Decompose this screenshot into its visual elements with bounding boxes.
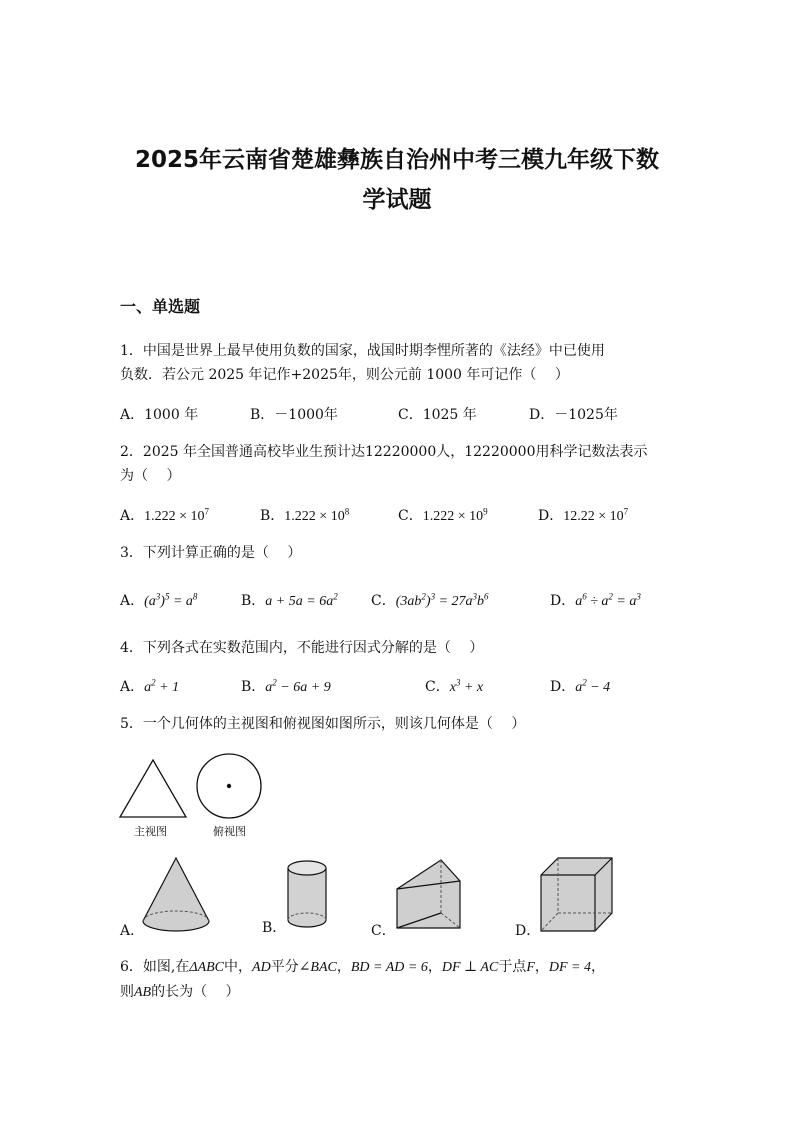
q4-option-d[interactable]: D．$a^2 - 4$ <box>550 677 611 695</box>
question-6 <box>120 955 690 1005</box>
question-1 <box>120 339 680 387</box>
q5-option-a-label[interactable]: A． <box>120 923 145 939</box>
q5-option-d-label[interactable]: D． <box>515 923 541 939</box>
q2-option-a[interactable]: A．$1.222 \times 10^7$ <box>120 506 210 524</box>
q4-option-c[interactable]: C．$x^3 + x$ <box>425 677 484 695</box>
question-1-line-2: 负数．若公元 2025 年记作+2025年，则公元前 1000 年可记作（ ） <box>120 367 569 383</box>
q5-option-c-label[interactable]: C． <box>371 923 396 939</box>
front-view-caption: 主视图 <box>134 825 167 838</box>
question-2 <box>120 440 680 488</box>
q1-option-a[interactable]: A．1000 年 <box>120 407 199 423</box>
question-2-line-2: 为（ ） <box>120 468 181 484</box>
cube-shape[interactable] <box>538 855 616 935</box>
q1-option-b[interactable]: B．－1000年 <box>250 407 338 423</box>
q4-option-b[interactable]: B．$a^2 - 6a + 9$ <box>241 677 331 695</box>
question-6-line-1: 6．如图,在ΔABC中，AD平分∠BAC，BD = AD = 6，DF ⊥ AC于点F，DF = 4， <box>120 959 605 975</box>
q3-option-a[interactable]: A．$(a^3)^5 = a^8$ <box>120 591 198 609</box>
q5-option-b-label[interactable]: B． <box>262 920 287 936</box>
title-line-1: 2025年云南省楚雄彝族自治州中考三模九年级下数 <box>134 147 659 173</box>
q2-option-b[interactable]: B．$1.222 \times 10^8$ <box>260 506 350 524</box>
q1-option-d[interactable]: D．－1025年 <box>529 407 618 423</box>
question-5: 5．一个几何体的主视图和俯视图如图所示，则该几何体是（ ） <box>120 716 526 732</box>
q3-option-b[interactable]: B．$a + 5a = 6a^2$ <box>241 591 338 609</box>
question-1-line-1: 1．中国是世界上最早使用负数的国家，战国时期李悝所著的《法经》中已使用 <box>120 343 605 359</box>
q3-option-d[interactable]: D．$a^6 \div a^2 = a^3$ <box>550 591 641 609</box>
question-6-line-2: 则AB的长为（ ） <box>120 984 240 1000</box>
q2-option-d[interactable]: D．$12.22 \times 10^7$ <box>538 506 629 524</box>
title-line-2: 学试题 <box>362 187 432 213</box>
q3-option-c[interactable]: C．$(3ab^2)^3 = 27a^3b^6$ <box>371 591 489 609</box>
q4-option-a[interactable]: A．$a^2 + 1$ <box>120 677 180 695</box>
top-view-caption: 俯视图 <box>213 825 246 838</box>
top-view-circle <box>195 752 265 822</box>
cone-shape[interactable] <box>140 855 212 935</box>
question-2-line-1: 2．2025 年全国普通高校毕业生预计达12220000人，12220000用科学记数法表示 <box>120 444 648 460</box>
front-view-triangle <box>118 758 188 820</box>
prism-shape[interactable] <box>394 857 464 937</box>
section-heading: 一、单选题 <box>120 297 201 316</box>
q2-option-c[interactable]: C．$1.222 \times 10^9$ <box>398 506 488 524</box>
q1-option-c[interactable]: C．1025 年 <box>398 407 477 423</box>
cylinder-shape[interactable] <box>285 858 330 933</box>
question-3: 3．下列计算正确的是（ ） <box>120 545 302 561</box>
question-4: 4．下列各式在实数范围内，不能进行因式分解的是（ ） <box>120 640 484 656</box>
page-title <box>60 140 734 220</box>
